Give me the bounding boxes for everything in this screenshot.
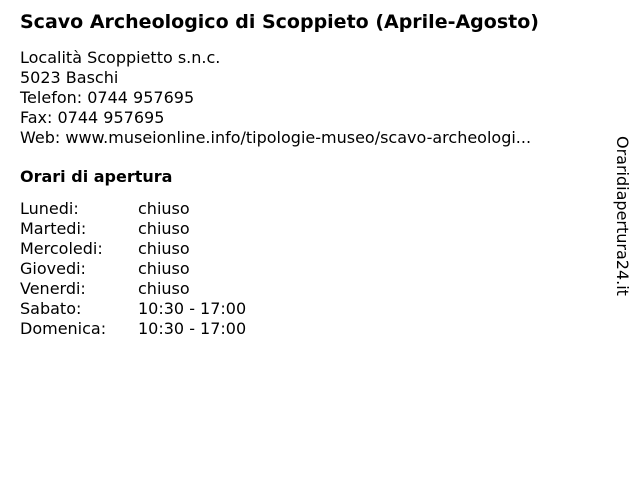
- day-label: Domenica:: [20, 319, 107, 338]
- street-address: Località Scoppietto s.n.c.: [20, 48, 221, 67]
- day-hours: chiuso: [138, 199, 190, 218]
- day-hours: 10:30 - 17:00: [138, 299, 247, 318]
- website-link[interactable]: www.museionline.info/tipologie-museo/scavo-archeologi...: [65, 128, 532, 147]
- page-title: Scavo Archeologico di Scoppieto (Aprile-Agosto): [20, 11, 539, 33]
- fax-number: 0744 957695: [57, 108, 165, 127]
- hours-row: [20, 319, 605, 339]
- day-label: Sabato:: [20, 299, 82, 318]
- phone-line: [20, 88, 605, 108]
- hours-row: [20, 239, 605, 259]
- hours-row: [20, 299, 605, 319]
- day-label: Giovedi:: [20, 259, 86, 278]
- hours-row: [20, 259, 605, 279]
- opening-hours-table: [20, 199, 605, 339]
- fax-line: [20, 108, 605, 128]
- day-hours: chiuso: [138, 259, 190, 278]
- web-line: [20, 128, 590, 148]
- day-label: Venerdi:: [20, 279, 86, 298]
- hours-row: [20, 219, 605, 239]
- opening-hours-heading: Orari di apertura: [20, 167, 173, 186]
- city: 5023 Baschi: [20, 68, 119, 87]
- hours-row: [20, 279, 605, 299]
- day-hours: chiuso: [138, 219, 190, 238]
- address-block: [20, 48, 605, 148]
- phone-number: 0744 957695: [87, 88, 195, 107]
- fax-label: Fax:: [20, 108, 53, 127]
- business-card: [20, 8, 605, 339]
- day-hours: 10:30 - 17:00: [138, 319, 247, 338]
- day-label: Martedi:: [20, 219, 87, 238]
- phone-label: Telefon:: [20, 88, 83, 107]
- day-hours: chiuso: [138, 239, 190, 258]
- web-label: Web:: [20, 128, 61, 147]
- day-label: Mercoledi:: [20, 239, 103, 258]
- hours-row: [20, 199, 605, 219]
- day-hours: chiuso: [138, 279, 190, 298]
- day-label: Lunedi:: [20, 199, 79, 218]
- site-brand: Oraridiapertura24.it: [613, 136, 632, 296]
